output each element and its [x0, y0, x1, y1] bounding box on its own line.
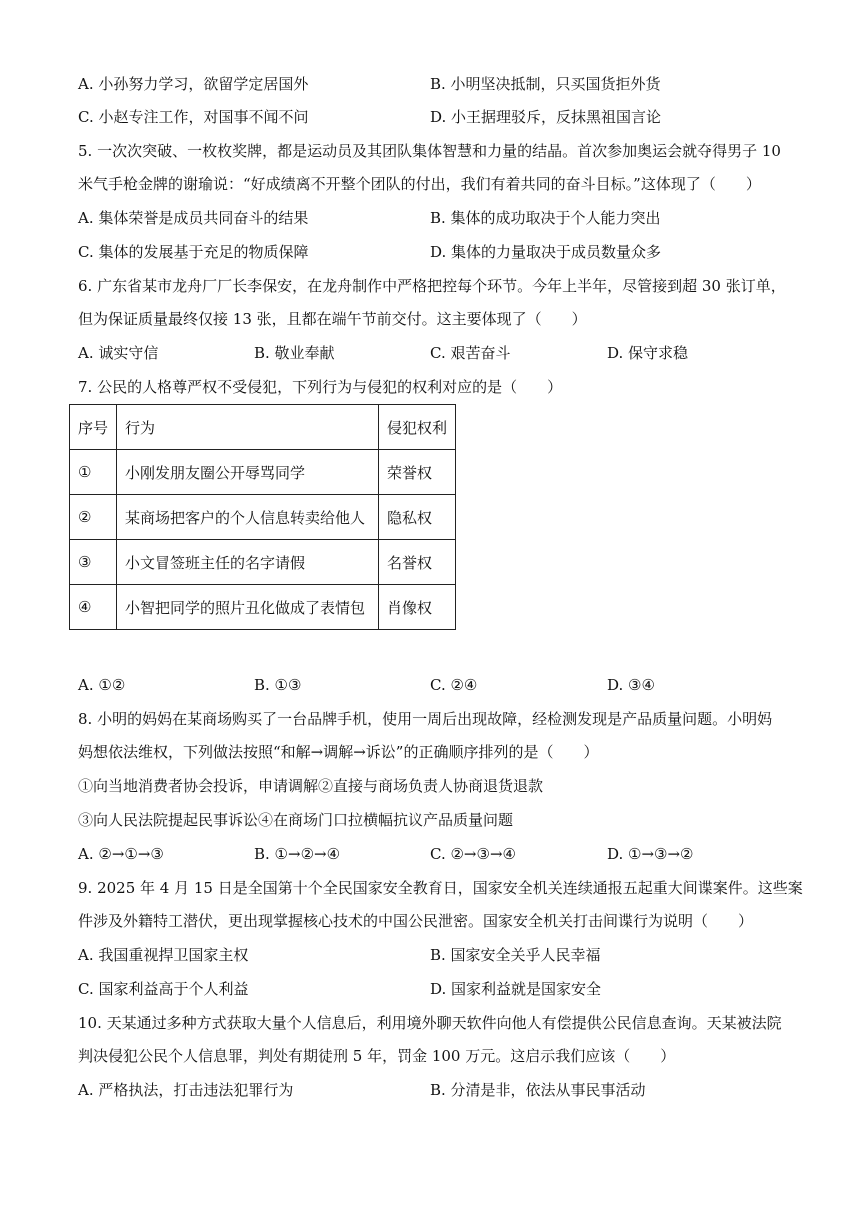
q5-option-a: A. 集体荣誉是成员共同奋斗的结果: [78, 209, 309, 227]
q6-option-c: C. 艰苦奋斗: [430, 344, 511, 362]
table-row: [70, 450, 456, 495]
q5-option-c: C. 集体的发展基于充足的物质保障: [78, 243, 309, 261]
cell-index: ①: [70, 450, 117, 495]
q7-option-b: B. ①③: [254, 676, 302, 694]
table-header-row: [70, 405, 456, 450]
q5-option-b: B. 集体的成功取决于个人能力突出: [430, 209, 661, 227]
q6-stem-line2: 但为保证质量最终仅接 13 张，且都在端午节前交付。这主要体现了（ ）: [78, 310, 587, 328]
q6-option-a: A. 诚实守信: [78, 344, 159, 362]
table-row: [70, 540, 456, 585]
cell-index: ③: [70, 540, 117, 585]
q9-option-b: B. 国家安全关乎人民幸福: [430, 946, 601, 964]
q5-option-d: D. 集体的力量取决于成员数量众多: [430, 243, 662, 261]
cell-index: ②: [70, 495, 117, 540]
q7-table: [69, 404, 456, 630]
q10-stem-line2: 判决侵犯公民个人信息罪，判处有期徒刑 5 年，罚金 100 万元。这启示我们应该（ ）: [78, 1047, 676, 1065]
cell-right: 肖像权: [379, 585, 456, 630]
q9-option-d: D. 国家利益就是国家安全: [430, 980, 602, 998]
q6-option-b: B. 敬业奉献: [254, 344, 335, 362]
q8-option-a: A. ②→①→③: [78, 845, 164, 863]
cell-action: 小文冒签班主任的名字请假: [117, 540, 379, 585]
cell-index: ④: [70, 585, 117, 630]
cell-action: 小智把同学的照片丑化做成了表情包: [117, 585, 379, 630]
q5-stem-line1: 5. 一次次突破、一枚枚奖牌，都是运动员及其团队集体智慧和力量的结晶。首次参加奥运会就夺得男子 10: [78, 142, 781, 160]
table-row: [70, 495, 456, 540]
q6-stem-line1: 6. 广东省某市龙舟厂厂长李保安，在龙舟制作中严格把控每个环节。今年上半年，尽管接到超 30 张订单，: [78, 277, 786, 295]
q5-stem-line2: 米气手枪金牌的谢瑜说：“好成绩离不开整个团队的付出，我们有着共同的奋斗目标。”这体现了（ ）: [78, 175, 761, 193]
q8-option-c: C. ②→③→④: [430, 845, 516, 863]
q7-option-a: A. ①②: [78, 676, 126, 694]
q4-option-c: C. 小赵专注工作，对国事不闻不问: [78, 108, 309, 126]
q7-stem: 7. 公民的人格尊严权不受侵犯，下列行为与侵犯的权利对应的是（ ）: [78, 378, 563, 396]
q8-option-b: B. ①→②→④: [254, 845, 341, 863]
q8-items-line1: ①向当地消费者协会投诉，申请调解②直接与商场负责人协商退货退款: [78, 777, 544, 795]
header-action: 行为: [117, 405, 379, 450]
q8-option-d: D. ①→③→②: [607, 845, 694, 863]
q7-option-d: D. ③④: [607, 676, 655, 694]
q4-option-b: B. 小明坚决抵制，只买国货拒外货: [430, 75, 661, 93]
cell-action: 小刚发朋友圈公开辱骂同学: [117, 450, 379, 495]
q7-option-c: C. ②④: [430, 676, 478, 694]
q9-stem-line2: 件涉及外籍特工潜伏，更出现掌握核心技术的中国公民泄密。国家安全机关打击间谍行为说明（ ）: [78, 912, 754, 930]
cell-action: 某商场把客户的个人信息转卖给他人: [117, 495, 379, 540]
header-right: 侵犯权利: [379, 405, 456, 450]
table-row: [70, 585, 456, 630]
q6-option-d: D. 保守求稳: [607, 344, 689, 362]
q10-option-b: B. 分清是非，依法从事民事活动: [430, 1081, 646, 1099]
q10-option-a: A. 严格执法，打击违法犯罪行为: [78, 1081, 294, 1099]
cell-right: 名誉权: [379, 540, 456, 585]
cell-right: 隐私权: [379, 495, 456, 540]
q4-option-d: D. 小王据理驳斥，反抹黑祖国言论: [430, 108, 662, 126]
q9-stem-line1: 9. 2025 年 4 月 15 日是全国第十个全民国家安全教育日，国家安全机关连续通报五起重大间谍案件。这些案: [78, 879, 803, 897]
q9-option-c: C. 国家利益高于个人利益: [78, 980, 249, 998]
cell-right: 荣誉权: [379, 450, 456, 495]
q9-option-a: A. 我国重视捍卫国家主权: [78, 946, 249, 964]
q8-stem-line2: 妈想依法维权，下列做法按照“和解→调解→诉讼”的正确顺序排列的是（ ）: [78, 743, 599, 761]
q8-stem-line1: 8. 小明的妈妈在某商场购买了一台品牌手机，使用一周后出现故障，经检测发现是产品质量问题。小明妈: [78, 710, 773, 728]
q4-option-a: A. 小孙努力学习，欲留学定居国外: [78, 75, 309, 93]
q10-stem-line1: 10. 天某通过多种方式获取大量个人信息后，利用境外聊天软件向他人有偿提供公民信息查询。天某被法院: [78, 1014, 782, 1032]
header-index: 序号: [70, 405, 117, 450]
q8-items-line2: ③向人民法院提起民事诉讼④在商场门口拉横幅抗议产品质量问题: [78, 811, 514, 829]
